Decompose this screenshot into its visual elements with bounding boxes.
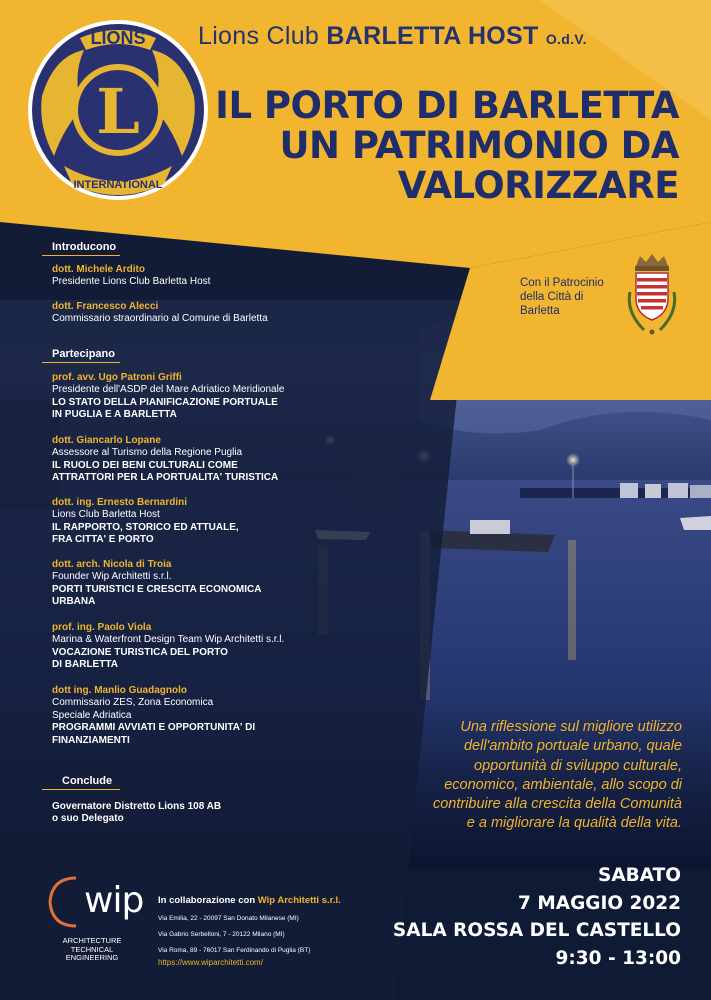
club-prefix: Lions Club	[198, 22, 327, 50]
speaker-name: prof. ing. Paolo Viola	[52, 622, 152, 633]
speaker-topic: PROGRAMMI AVVIATI E OPPORTUNITA' DI	[52, 722, 256, 734]
club-suffix: O.d.V.	[545, 31, 587, 47]
speaker-topic: FRA CITTA' E PORTO	[52, 534, 154, 546]
speaker-topic: IN PUGLIA E A BARLETTA	[52, 409, 177, 421]
speaker-entry	[52, 685, 352, 747]
speaker-name: dott ing. Manlio Guadagnolo	[52, 685, 187, 696]
collaboration-heading	[158, 895, 341, 906]
wip-logo-mark	[44, 872, 84, 932]
section-heading-conclude	[62, 775, 112, 787]
speaker-topic: IL RAPPORTO, STORICO ED ATTUALE,	[52, 521, 239, 533]
patronage-text	[520, 276, 604, 318]
speaker-topic: DI BARLETTA	[52, 659, 118, 671]
patronage-line: della Città di	[520, 291, 584, 303]
speaker-entry	[52, 435, 352, 485]
conclude-line: Governatore Distretto Lions 108 AB	[52, 801, 222, 812]
section-heading-partecipano	[52, 348, 115, 360]
title-line-1: IL PORTO DI BARLETTA	[215, 84, 679, 127]
wip-logo-subtitle	[58, 937, 126, 963]
event-date: 7 MAGGIO 2022	[518, 892, 681, 914]
section-heading-text: Conclude	[62, 775, 113, 787]
speaker-role: Assessore al Turismo della Regione Puglia	[52, 447, 243, 459]
speaker-entry	[52, 497, 352, 547]
speaker-name: dott. arch. Nicola di Troia	[52, 559, 172, 570]
wip-sub-line: ARCHITECTURE	[62, 936, 122, 945]
speaker-name: dott. Giancarlo Lopane	[52, 435, 161, 446]
club-name-bold: BARLETTA HOST	[326, 22, 539, 50]
speaker-name: dott. Francesco Alecci	[52, 301, 159, 312]
website-link[interactable]: https://www.wiparchitetti.com/	[158, 958, 263, 967]
conclude-line: o suo Delegato	[52, 813, 124, 825]
speaker-entry	[52, 622, 352, 672]
speaker-role: Marina & Waterfront Design Team Wip Architetti s.r.l.	[52, 634, 285, 646]
title-line-2: UN PATRIMONIO DA	[279, 124, 679, 167]
poster-title	[215, 86, 679, 206]
event-day: SABATO	[598, 865, 681, 886]
title-line-3: VALORIZZARE	[397, 164, 679, 207]
collaboration-prefix: In collaborazione con	[158, 895, 258, 906]
logo-letter: L	[96, 75, 140, 148]
collaboration-block	[158, 895, 341, 967]
section-underline	[42, 789, 120, 791]
event-info	[393, 862, 681, 972]
logo-top-text: LIONS	[90, 28, 146, 48]
address-line: Via Emilia, 22 - 20097 San Donato Milanese (MI)	[158, 915, 299, 922]
speaker-name: dott. Michele Ardito	[52, 264, 145, 275]
speaker-role: Commissario straordinario al Comune di Barletta	[52, 313, 268, 325]
speaker-topic: IL RUOLO DEI BENI CULTURALI COME	[52, 459, 238, 471]
wip-logo-word: wip	[84, 880, 144, 921]
speaker-entry	[52, 559, 352, 609]
section-heading-text: Partecipano	[52, 348, 115, 360]
speaker-role: Commissario ZES, Zona Economica	[52, 697, 214, 709]
speaker-topic: URBANA	[52, 596, 96, 608]
speaker-role: Lions Club Barletta Host	[52, 509, 160, 521]
description-line: e a migliorare la qualità della vita.	[466, 815, 682, 832]
speaker-topic: FINANZIAMENTI	[52, 734, 130, 746]
speaker-topic: ATTRATTORI PER LA PORTUALITA' TURISTICA	[52, 472, 279, 484]
section-underline	[42, 255, 120, 257]
description-line: contribuire alla crescita della Comunità	[432, 796, 682, 813]
speaker-role: Presidente dell'ASDP del Mare Adriatico Meridionale	[52, 384, 285, 396]
collaboration-addresses	[158, 914, 341, 956]
speaker-topic: PORTI TURISTICI E CRESCITA ECONOMICA	[52, 583, 262, 595]
event-time: 9:30 - 13:00	[555, 947, 681, 969]
section-heading-introducono	[52, 241, 116, 253]
speaker-role: Presidente Lions Club Barletta Host	[52, 276, 211, 288]
conclude-entry	[52, 801, 352, 826]
section-underline	[42, 362, 120, 364]
event-venue: SALA ROSSA DEL CASTELLO	[392, 920, 681, 941]
barletta-coat-of-arms	[622, 252, 682, 338]
section-heading-text: Introducono	[52, 241, 117, 253]
speaker-name: prof. avv. Ugo Patroni Griffi	[52, 372, 182, 383]
wip-sub-line: TECHNICAL	[70, 944, 114, 954]
club-name	[198, 22, 587, 51]
speaker-role: Speciale Adriatica	[52, 709, 132, 721]
patronage-line: Barletta	[520, 305, 560, 317]
speaker-role: Founder Wip Architetti s.r.l.	[52, 571, 172, 583]
description-line: dell'ambito portuale urbano, quale	[463, 738, 682, 755]
speaker-topic: LO STATO DELLA PIANIFICAZIONE PORTUALE	[52, 396, 278, 408]
address-line: Via Roma, 89 - 76017 San Ferdinando di Puglia (BT)	[158, 947, 311, 954]
logo-bottom-text: INTERNATIONAL	[73, 179, 163, 191]
address-line: Via Gabrio Serbelloni, 7 - 20122 Milano (MI)	[158, 931, 285, 938]
speaker-entry	[52, 264, 352, 289]
description-line: Una riflessione sul migliore utilizzo	[460, 719, 682, 735]
description-line: opportunità di sviluppo culturale,	[474, 757, 682, 774]
description-line: economico, ambientale, allo scopo di	[444, 776, 682, 793]
speaker-entry	[52, 301, 352, 326]
speaker-name: dott. ing. Ernesto Bernardini	[52, 497, 188, 508]
lions-international-logo	[24, 16, 212, 204]
collaboration-company: Wip Architetti s.r.l.	[257, 895, 341, 906]
speaker-topic: VOCAZIONE TURISTICA DEL PORTO	[52, 646, 228, 658]
patronage-line: Con il Patrocinio	[520, 277, 604, 289]
wip-sub-line: ENGINEERING	[65, 953, 119, 962]
speaker-entry	[52, 372, 352, 422]
event-description	[380, 718, 682, 834]
